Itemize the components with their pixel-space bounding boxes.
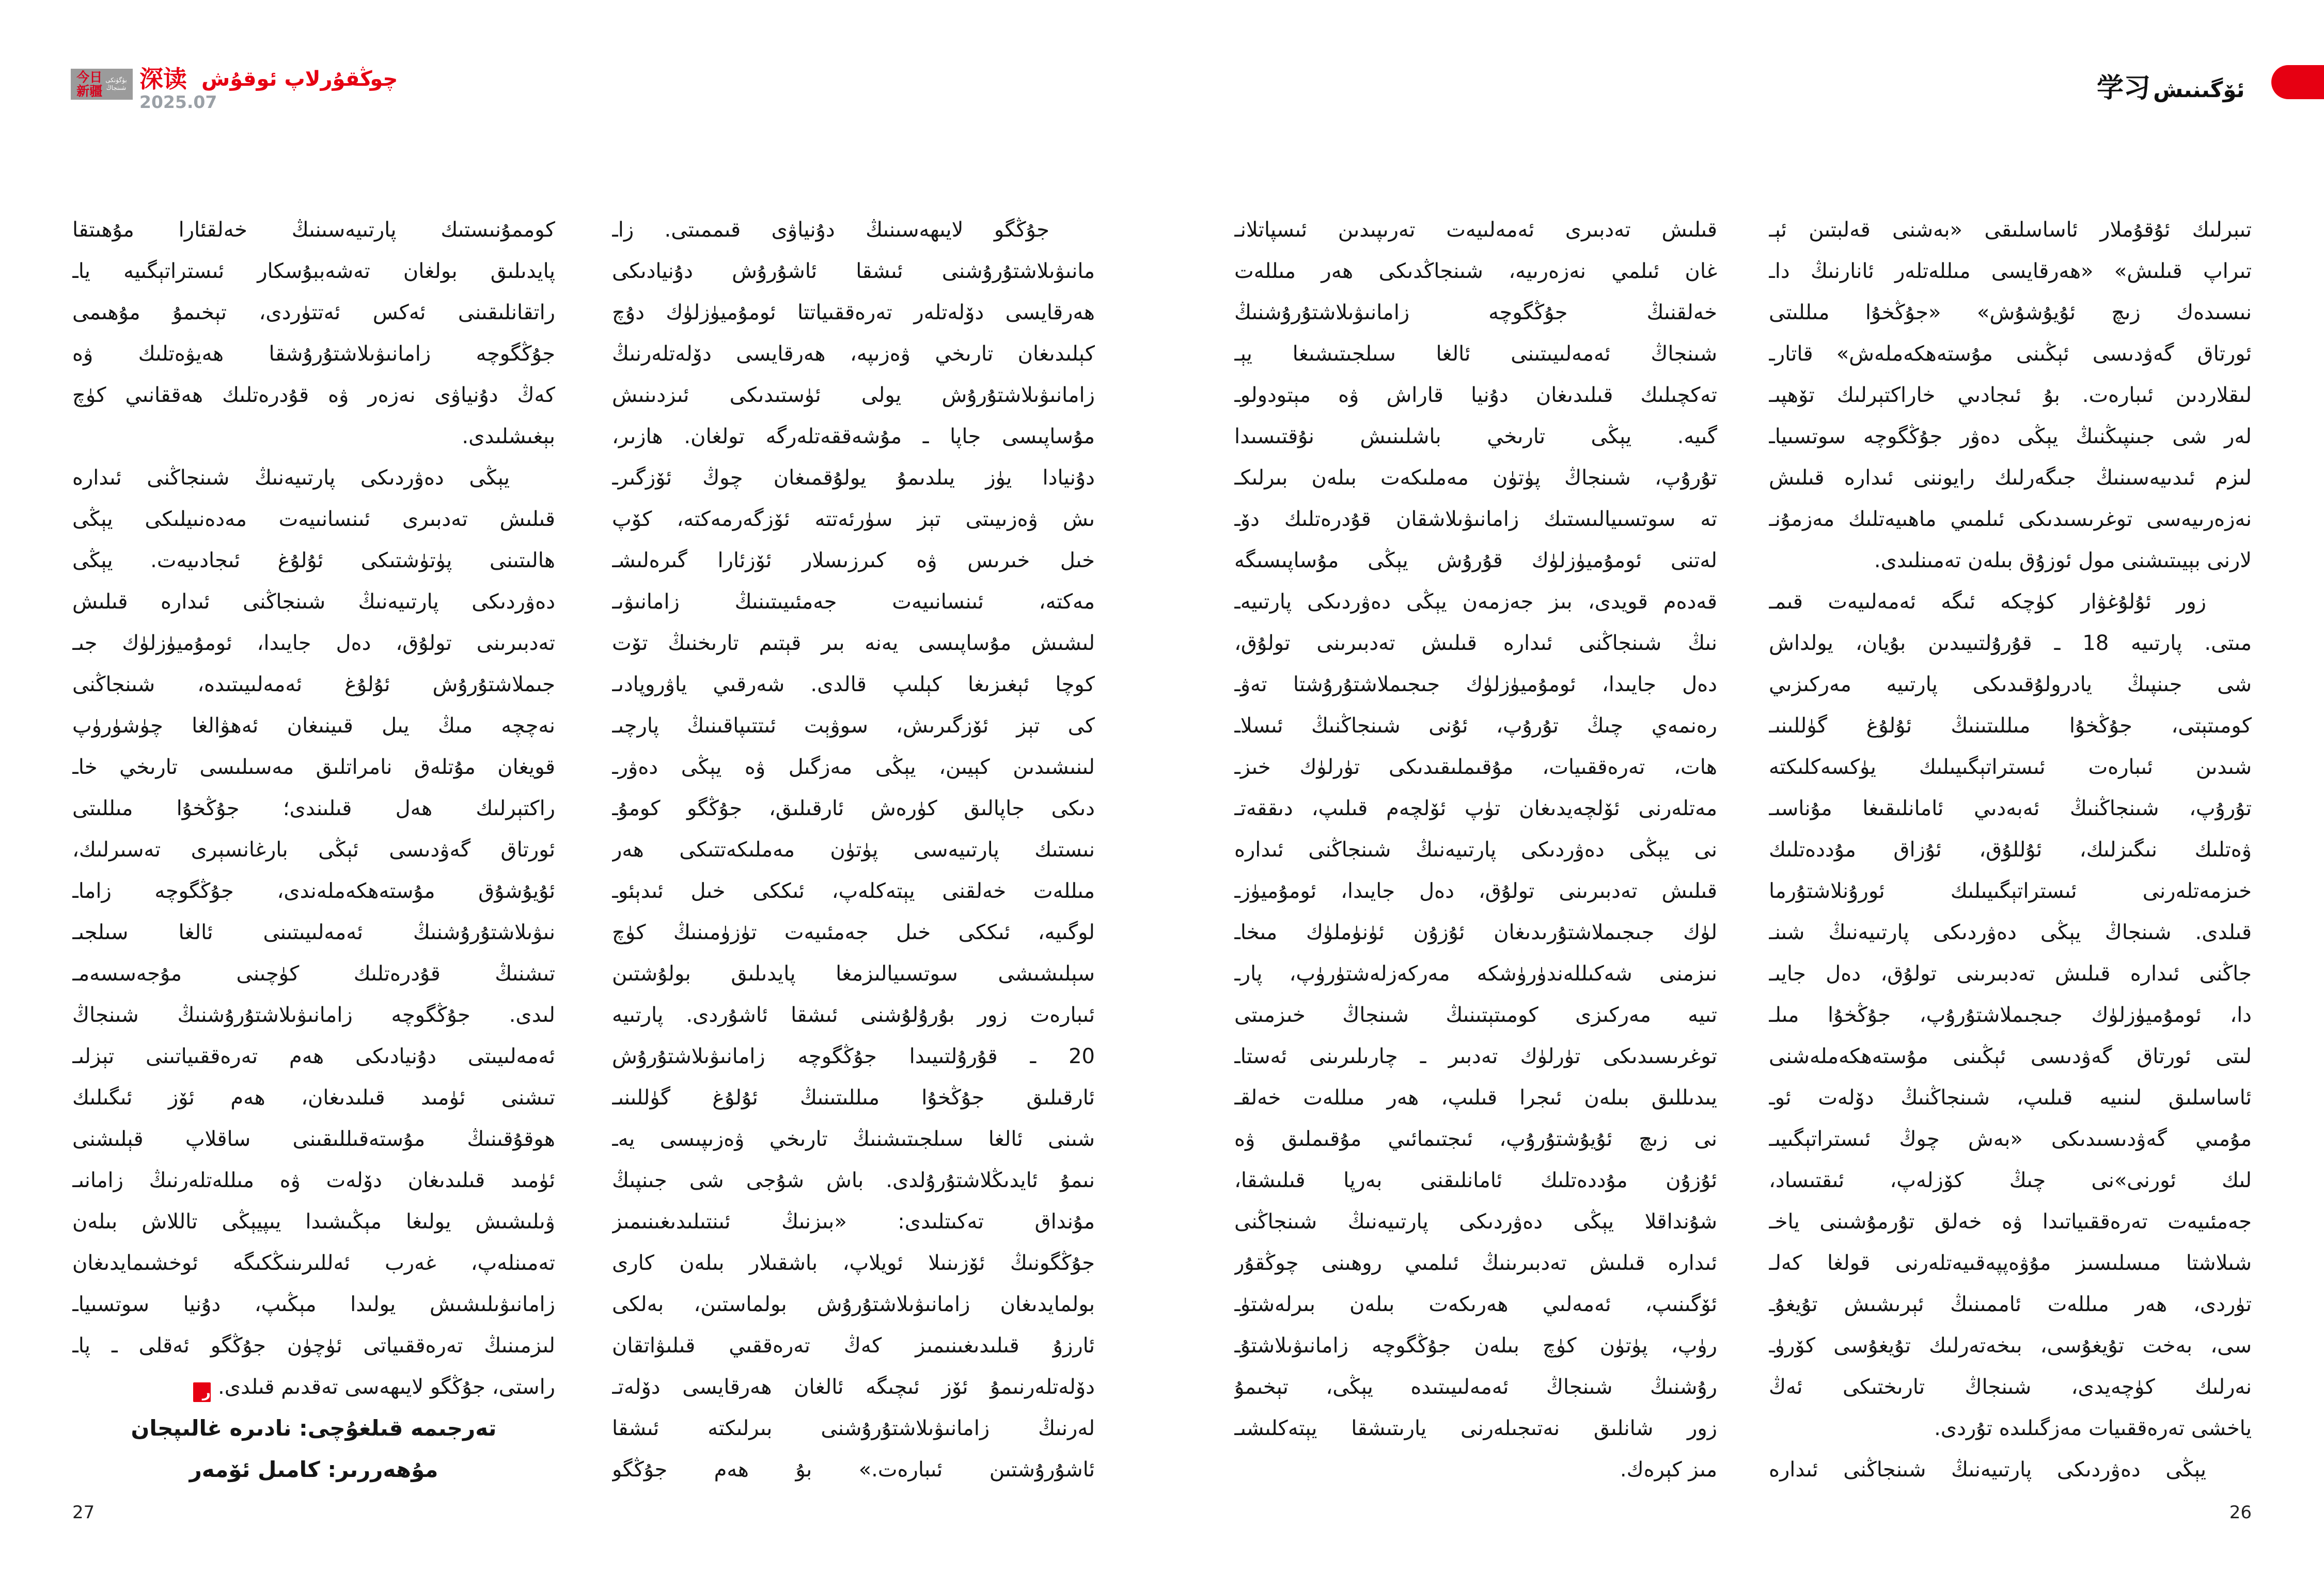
text-line: دەل جايىدا، ئومۇميۈزلۈك جىجىملاشتۇرۇشتا تەۋـ — [1234, 673, 1717, 696]
text-line: ئارقىلىق جۇڭخۇا مىللىتىنىڭ ئۇلۇغ گۈللىنىـ — [612, 1086, 1095, 1110]
text-line: شۇنداقلا يېڭى دەۋردىكى پارتىيەنىڭ شىنجاڭنى — [1234, 1210, 1717, 1234]
text-line: شىلاشتا مىسلىسىز مۇۋەپپەقىيەتلەرنى قولغا كەلـ — [1769, 1251, 2252, 1275]
magazine-logo — [71, 69, 133, 100]
text-line: ئارزۇ قىلىدىغىنىمىز كەڭ تەرەققىي قىلىۋاتقان — [612, 1334, 1095, 1358]
text-line: ھالىتىنى پۈتۈشتىكى ئۇلۇغ ئىجادىيەت. يېڭى — [72, 549, 555, 572]
text-line: تىشنى ئۈمىد قىلىدىغان، ھەم ئۆز ئىگىلىك — [72, 1086, 555, 1110]
text-line: كېلىدىغان تارىخي ۋەزىپە، ھەرقايسى دۆلەتلەرنىڭ — [612, 342, 1095, 366]
text-line: بېغىشلىدى. — [462, 425, 555, 448]
text-line: نەرلىك كۈچەيدى، شىنجاڭ تارىختىكى ئەڭ — [1769, 1375, 2252, 1399]
text-line: مۇمىي گەۋدىسىدىكى «بەش چوڭ ئىستراتېگىيىـ — [1769, 1127, 2252, 1151]
text-line: راستى، جۇڭگو لايىھەسى تەقدىم قىلدى.ر — [72, 1366, 555, 1408]
text-line: ئورتاق گەۋدىسى ئېڭى بارغانسېرى تەسىرلىك، — [72, 838, 555, 862]
text-line: مۇنداق تەكىتلىدى: «بىزنىڭ ئىنتىلىدىغىنىمىز — [612, 1210, 1095, 1234]
text-line: بولمايدىغان زامانىۋىلاشتۇرۇش بولماستىن، بەلكى — [612, 1293, 1095, 1316]
page27-outer-column — [72, 209, 555, 1490]
text-line: لوگىيە، ئىككى خىل جەمئىيەت تۈزۈمىنىڭ كۈچ — [612, 921, 1095, 944]
text-line: راتقانلىقىنى ئەكس ئەتتۈردى، تېخىمۇ مۇھىمى — [72, 301, 555, 324]
page-number-left: 27 — [72, 1502, 95, 1523]
text-line: خەلقنىڭ جۇڭگوچە زامانىۋىلاشتۇرۇشنىڭ — [1234, 301, 1717, 324]
text-line: جۇڭگوچە زامانىۋىلاشتۇرۇشقا ھەيۋەتلىك ۋە — [72, 342, 555, 366]
text-line: دا، ئومۇميۈزلۈك جىجىملاشتۇرۇپ، جۇڭخۇا مىلـ — [1769, 1003, 2252, 1027]
rubric-title-uyghur: ئۆگىنىش — [2153, 77, 2245, 102]
text-line: ھات، تەرەققىيات، مۇقىملىقىدىكى تۈرلۈك خىزـ — [1234, 755, 1717, 779]
text-line: رەنمەي چىڭ تۇرۇپ، ئۇنى شىنجاڭنىڭ ئىسلاـ — [1234, 714, 1717, 738]
text-line: خىزمەتلەرنى ئىستراتېگىيىلىك ئورۇنلاشتۇرما — [1769, 879, 2252, 903]
text-line: تەكچىلىك قىلىدىغان دۇنيا قاراش ۋە مېتودولوـ — [1234, 383, 1717, 407]
text-line: شى جىنپىڭ يادرولۇقىدىكى پارتىيە مەركىزىي — [1769, 673, 2252, 696]
page26-inner-column — [1234, 209, 1717, 1490]
text-line: لىدى. جۇڭگوچە زامانىۋىلاشتۇرۇشنىڭ شىنجاڭ — [72, 1003, 555, 1027]
text-line: دۆلەتلەرنىمۇ ئۆز ئىچىگە ئالغان ھەرقايسى دۆلەتـ — [612, 1375, 1095, 1399]
text-line: ھوقۇقىنىڭ مۇستەقىللىقىنى ساقلاپ قېلىشنى — [72, 1127, 555, 1151]
text-line: جەمئىيەت تەرەققىياتىدا ۋە خەلق تۇرمۇشىنى ياخـ — [1769, 1210, 2252, 1234]
text-line: دىكى جاپالىق كۈرەش ئارقىلىق، جۇڭگو كومۇـ — [612, 797, 1095, 820]
text-line: توغرىسىدىكى تۈرلۈك تەدبىر ـ چارىلىرىنى ئەستاـ — [1234, 1045, 1717, 1068]
text-line: ئەمەلىيىتى دۇنيادىكى ھەم تەرەققىياتىنى تېزلىـ — [72, 1045, 555, 1068]
text-line: تە سوتسىيالىستىك زامانىۋىلاشقان قۇدرەتلىك دۆـ — [1234, 507, 1717, 531]
text-line: تەمىنلەپ، غەرب ئەللىرىنىڭكىگە ئوخشىمايدىغان — [72, 1251, 555, 1275]
text-line: ئۇيۇشۇق مۇستەھكەملەندى، جۇڭگوچە زاماـ — [72, 879, 555, 903]
rubric-title — [2097, 66, 2245, 105]
text-line: جۇڭگو لايىھەسىنىڭ دۇنياۋى قىممىتى. زاـ — [612, 218, 1049, 242]
text-line: ھەرقايسى دۆلەتلەر تەرەققىياتتا ئومۇميۈزلۈك دۇچ — [612, 301, 1095, 324]
text-line: گىيە. يېڭى تارىخي باشلىنىش نۇقتىسىدا — [1234, 425, 1717, 448]
text-line: لىزمىنىڭ تەرەققىياتى ئۈچۈن جۇڭگو ئەقلى ـ پاـ — [72, 1334, 555, 1358]
text-line: لىشىش مۇساپىسى يەنە بىر قېتىم تارىخنىڭ تۆت — [612, 631, 1095, 655]
rubric-title-chinese: 学习 — [2097, 72, 2151, 104]
text-line: لەر شى جىنپىڭنىڭ يېڭى دەۋر جۇڭگوچە سوتسىياـ — [1769, 425, 2252, 448]
text-line: دەۋردىكى پارتىيەنىڭ شىنجاڭنى ئىدارە قىلىش — [72, 590, 555, 614]
text-line: تۇرۇپ، شىنجاڭ پۈتۈن مەملىكەت بىلەن بىرلىكـ — [1234, 466, 1717, 490]
logo-chinese-text: 今日 新疆 — [76, 70, 103, 99]
text-line: ئورتاق گەۋدىسى ئېڭىنى مۇستەھكەملەش» قاتارـ — [1769, 342, 2252, 366]
text-line: جاڭنى ئىدارە قىلىش تەدبىرىنى تولۇق، دەل جايىـ — [1769, 962, 2252, 986]
text-line: زامانىۋىلىشىش يولىدا مېڭىپ، دۇنيا سوتسىياـ — [72, 1293, 555, 1316]
text-line: ئىدارە قىلىش تەدبىرىنىڭ ئىلمىي روھىنى چوڭقۇر — [1234, 1251, 1717, 1275]
text-line: ئاشۇرۇشتىن ئىبارەت.» بۇ ھەم جۇڭگو — [612, 1458, 1095, 1482]
text-line: لىتى ئورتاق گەۋدىسى ئېڭىنى مۇستەھكەملەشنى — [1769, 1045, 2252, 1068]
text-line: كومىتېتى، جۇڭخۇا مىللىتىنىڭ ئۇلۇغ گۈللىنىـ — [1769, 714, 2252, 738]
text-line: كى تېز ئۆزگىرىش، سوۋېت ئىتتىپاقىنىڭ پارچىـ — [612, 714, 1095, 738]
text-line: يېڭى دەۋردىكى پارتىيەنىڭ شىنجاڭنى ئىدارە — [1769, 1458, 2206, 1482]
text-line: لەتنى ئومۇميۈزلۈك قۇرۇش يېڭى مۇساپىسىگە — [1234, 549, 1717, 572]
text-line: نىزمنى شەكىللەندۈرۈشكە مەركەزلەشتۈرۈپ، پارـ — [1234, 962, 1717, 986]
text-line: مىتى. پارتىيە 18 ـ قۇرۇلتىيىدىن بۇيان، يولداش — [1769, 631, 2252, 655]
text-line: كوممۇنىستىك پارتىيەسىنىڭ خەلقئارا مۇھىتقا — [72, 218, 555, 242]
text-line: لىقلاردىن ئىبارەت. بۇ ئىجادىي خاراكتېرلىك تۆھپىـ — [1769, 383, 2252, 407]
text-line: شىنى ئالغا سىلجىتىشنىڭ تارىخي ۋەزىپىسى يەـ — [612, 1127, 1095, 1151]
text-line: نىڭ شىنجاڭنى ئىدارە قىلىش تەدبىرىنى تولۇق، — [1234, 631, 1717, 655]
text-line: لارنى بېيىتىشنى مول ئوزۇق بىلەن تەمىنلىدى. — [1874, 549, 2252, 572]
text-line: كەڭ دۇنياۋى نەزەر ۋە قۇدرەتلىك ھەققانىي كۈچ — [72, 383, 555, 407]
text-line: غان ئىلمي نەزەرىيە، شىنجاڭدىكى ھەر مىللەت — [1234, 259, 1717, 283]
text-line: مىز كېرەك. — [1620, 1458, 1717, 1482]
text-line: ۋىلىشىش يولىغا مېڭىشىدا يىپيېڭى تاللاش بىلەن — [72, 1210, 555, 1234]
text-line: يىدىللىق بىلەن ئىجرا قىلىپ، ھەر مىللەت خەلقـ — [1234, 1086, 1717, 1110]
text-line: رۈپ، پۈتۈن كۈچ بىلەن جۇڭگوچە زامانىۋىلاشتۇـ — [1234, 1334, 1717, 1358]
text-line: لىنىشىدىن كېيىن، يېڭى مەزگىل ۋە يېڭى دەۋرـ — [612, 755, 1095, 779]
article-end-mark: ر — [193, 1382, 211, 1402]
credit-line: تەرجىمە قىلغۇچى: نادىرە غالىپجان — [131, 1415, 497, 1441]
text-line: ۋەتلىك نىگىزلىك، ئۇللۇق، ئۇزاق مۇددەتلىك — [1769, 838, 2252, 862]
text-line: سى، بەخت تۇيغۇسى، بىخەتەرلىك تۇيغۇسى كۆرۈـ — [1769, 1334, 2252, 1358]
text-line: نەزەرىيەسى توغرىسىدىكى ئىلمىي ماھىيەتلىك مەزمۇنـ — [1769, 507, 2252, 531]
section-title-chinese: 深读 — [139, 65, 187, 93]
text-line: مانىۋىلاشتۇرۇشنى ئىشقا ئاشۇرۇش دۇنيادىكى — [612, 259, 1095, 283]
text-line: جىملاشتۇرۇش ئۇلۇغ ئەمەلىيىتىدە، شىنجاڭنى — [72, 673, 555, 696]
text-line: پايدىلىق بولغان تەشەببۇسكار ئىستراتېگىيە ياـ — [72, 259, 555, 283]
text-line: قىلدى. شىنجاڭ يېڭى دەۋردىكى پارتىيەنىڭ شىنـ — [1769, 921, 2252, 944]
text-line: راكتېرلىك ھەل قىلىندى؛ جۇڭخۇا مىللىتى — [72, 797, 555, 820]
text-line: شىدىن ئىبارەت ئىستراتېگىيىلىك يۈكسەكلىكتە — [1769, 755, 2252, 779]
text-line: تىيە مەركىزى كومىتېتىنىڭ شىنجاڭ خىزمىتى — [1234, 1003, 1717, 1027]
page26-outer-column — [1769, 209, 2252, 1490]
section-title-uyghur: چوڭقۇرلاپ ئوقۇش — [201, 67, 398, 91]
text-line: شىنجاڭ ئەمەلىيىتىنى ئالغا سىلجىتىشىغا يېـ — [1234, 342, 1717, 366]
text-line: ئۆگىنىپ، ئەمەلىي ھەرىكەت بىلەن بىرلەشتۈـ — [1234, 1293, 1717, 1316]
text-line: قىلىش تەدبىرىنى تولۇق، دەل جايىدا، ئومۇميۈزـ — [1234, 879, 1717, 903]
text-line: تىشنىڭ قۇدرەتلىك كۈچىنى مۇجەسسەمـ — [72, 962, 555, 986]
text-line: زور ئۇلۇغۋار كۈچكە ئىگە ئەمەلىيەت قىمـ — [1769, 590, 2206, 614]
text-line: ىش ۋەزىيىتى تېز سۈرئەتتە ئۆزگەرمەكتە، كۆپ — [612, 507, 1095, 531]
text-line: ئۇزۇن مۇددەتلىك ئامانلىقنى بەرپا قىلىشقا، — [1234, 1169, 1717, 1192]
text-line: نىسىدەك زىچ ئۇيۇشۇش» «جۇڭخۇا مىللىتى — [1769, 301, 2252, 324]
text-line: سېلىشىشى سوتسىيالىزمغا پايدىلىق بولۇشتىن — [612, 962, 1095, 986]
text-line: نى زىچ ئۇيۇشتۇرۇپ، ئىجتىمائىي مۇقىملىق ۋە — [1234, 1127, 1717, 1151]
text-line: زامانىۋىلاشتۇرۇش يولى ئۈستىدىكى ئىزدىنىش — [612, 383, 1095, 407]
text-line: قىلىش تەدبىرى ئىنسانىيەت مەدەنىيلىكى يېڭى — [72, 507, 555, 531]
text-line: تىبرلىك ئۇقۇملار ئاساسلىقى «بەشنى قەلبتىن ئېـ — [1769, 218, 2252, 242]
text-line: نىۋىلاشتۇرۇشنىڭ ئەمەلىيىتىنى ئالغا سىلجىـ — [72, 921, 555, 944]
text-line: خىل خىرىس ۋە كىرزىسلار ئۆزئارا گىرەلىشـ — [612, 549, 1095, 572]
text-line: ئاساسلىق لىنىيە قىلىپ، شىنجاڭنىڭ دۆلەت ئوـ — [1769, 1086, 2252, 1110]
text-line: مۇساپىسى جاپا ـ مۇشەققەتلەرگە تولغان. ھازىر، — [612, 425, 1095, 448]
text-line: ياخشى تەرەققىيات مەزگىلىدە تۇردى. — [1934, 1416, 2252, 1440]
page27-inner-column — [612, 209, 1095, 1490]
text-line: مىللەت خەلقنى يېتەكلەپ، ئىككى خىل ئىدېئوـ — [612, 879, 1095, 903]
text-line: لىزم ئىدىيەسىنىڭ جىگەرلىك رايوننى ئىدارە قىلىش — [1769, 466, 2252, 490]
text-line: مەتلەرنى ئۆلچەيدىغان تۈپ ئۆلچەم قىلىپ، دىققەتـ — [1234, 797, 1717, 820]
credit-line: مۇھەررىر: كامىل ئۆمەر — [189, 1457, 438, 1482]
text-line: ئىبارەت زور بۇرۇلۇشنى ئىشقا ئاشۇردى. پارتىيە — [612, 1003, 1095, 1027]
text-line: رۇشنىڭ شىنجاڭ ئەمەلىيىتىدە يېڭى، تېخىمۇ — [1234, 1375, 1717, 1399]
page-number-right: 26 — [2229, 1502, 2252, 1523]
text-line: تۈردى، ھەر مىللەت ئاممىنىڭ ئېرىشىش تۇيغۇـ — [1769, 1293, 2252, 1316]
text-line: لۈك جىجىملاشتۇرىدىغان ئۇزۇن ئۈنۈملۈك مىخاـ — [1234, 921, 1717, 944]
text-line: يېڭى دەۋردىكى پارتىيەنىڭ شىنجاڭنى ئىدارە — [72, 466, 510, 490]
text-line: ئۈمىد قىلىدىغان دۆلەت ۋە مىللەتلەرنىڭ زامانىـ — [72, 1169, 555, 1192]
text-line: لىك ئورنى»نى چىڭ كۆزلەپ، ئىقتىساد، — [1769, 1169, 2252, 1192]
text-line: قويغان مۇتلەق نامراتلىق مەسىلىسى تارىخي خاـ — [72, 755, 555, 779]
text-line: لەرنىڭ زامانىۋىلاشتۇرۇشنى بىرلىكتە ئىشقا — [612, 1416, 1095, 1440]
text-line: مەكتە، ئىنسانىيەت جەمئىيىتىنىڭ زامانىۋىـ — [612, 590, 1095, 614]
text-line: نى يېڭى دەۋردىكى پارتىيەنىڭ شىنجاڭنى ئىدارە — [1234, 838, 1717, 862]
text-line: نىمۇ ئايدىڭلاشتۇرۇلدى. باش شۇجى شى جىنپىڭ — [612, 1169, 1095, 1192]
logo-uyghur-text: بۈگۈنكى شىنجاڭ — [105, 76, 127, 91]
text-line: قىلىش تەدبىرى ئەمەلىيەت تەرىپىدىن ئىسپاتلانـ — [1234, 218, 1717, 242]
text-line: كوچا ئېغىزىغا كېلىپ قالدى. شەرقىي ياۋروپادىـ — [612, 673, 1095, 696]
text-line: نەچچە مىڭ يىل قىينىغان ئەھۋالغا چۈشۈرۈپ — [72, 714, 555, 738]
text-line: زور شانلىق نەتىجىلەرنى يارىتىشقا يېتەكلىشىـ — [1234, 1416, 1717, 1440]
text-line: جۇڭگونىڭ ئۆزىنىلا ئويلاپ، باشقىلار بىلەن كارى — [612, 1251, 1095, 1275]
text-line: تۇرۇپ، شىنجاڭنىڭ ئەبەدىي ئامانلىقىغا مۇناسىـ — [1769, 797, 2252, 820]
issue-date: 2025.07 — [139, 92, 217, 112]
text-line: دۇنيادا يۈز يىلدىمۇ يولۇقمىغان چوڭ ئۆزگىرـ — [612, 466, 1095, 490]
red-edge-tab — [2271, 65, 2324, 99]
text-line: تىراپ قىلىش» «ھەرقايسى مىللەتلەر ئانارنىڭ داـ — [1769, 259, 2252, 283]
text-line: 20 ـ قۇرۇلتىيىدا جۇڭگوچە زامانىۋىلاشتۇرۇش — [612, 1045, 1095, 1068]
text-line: نىستىك پارتىيەسى پۈتۈن مەملىكەتتىكى ھەر — [612, 838, 1095, 862]
text-line: قەدەم قويدى، بىز جەزمەن يېڭى دەۋردىكى پارتىيەـ — [1234, 590, 1717, 614]
text-line: تەدبىرىنى تولۇق، دەل جايىدا، ئومۇميۈزلۈك جىـ — [72, 631, 555, 655]
